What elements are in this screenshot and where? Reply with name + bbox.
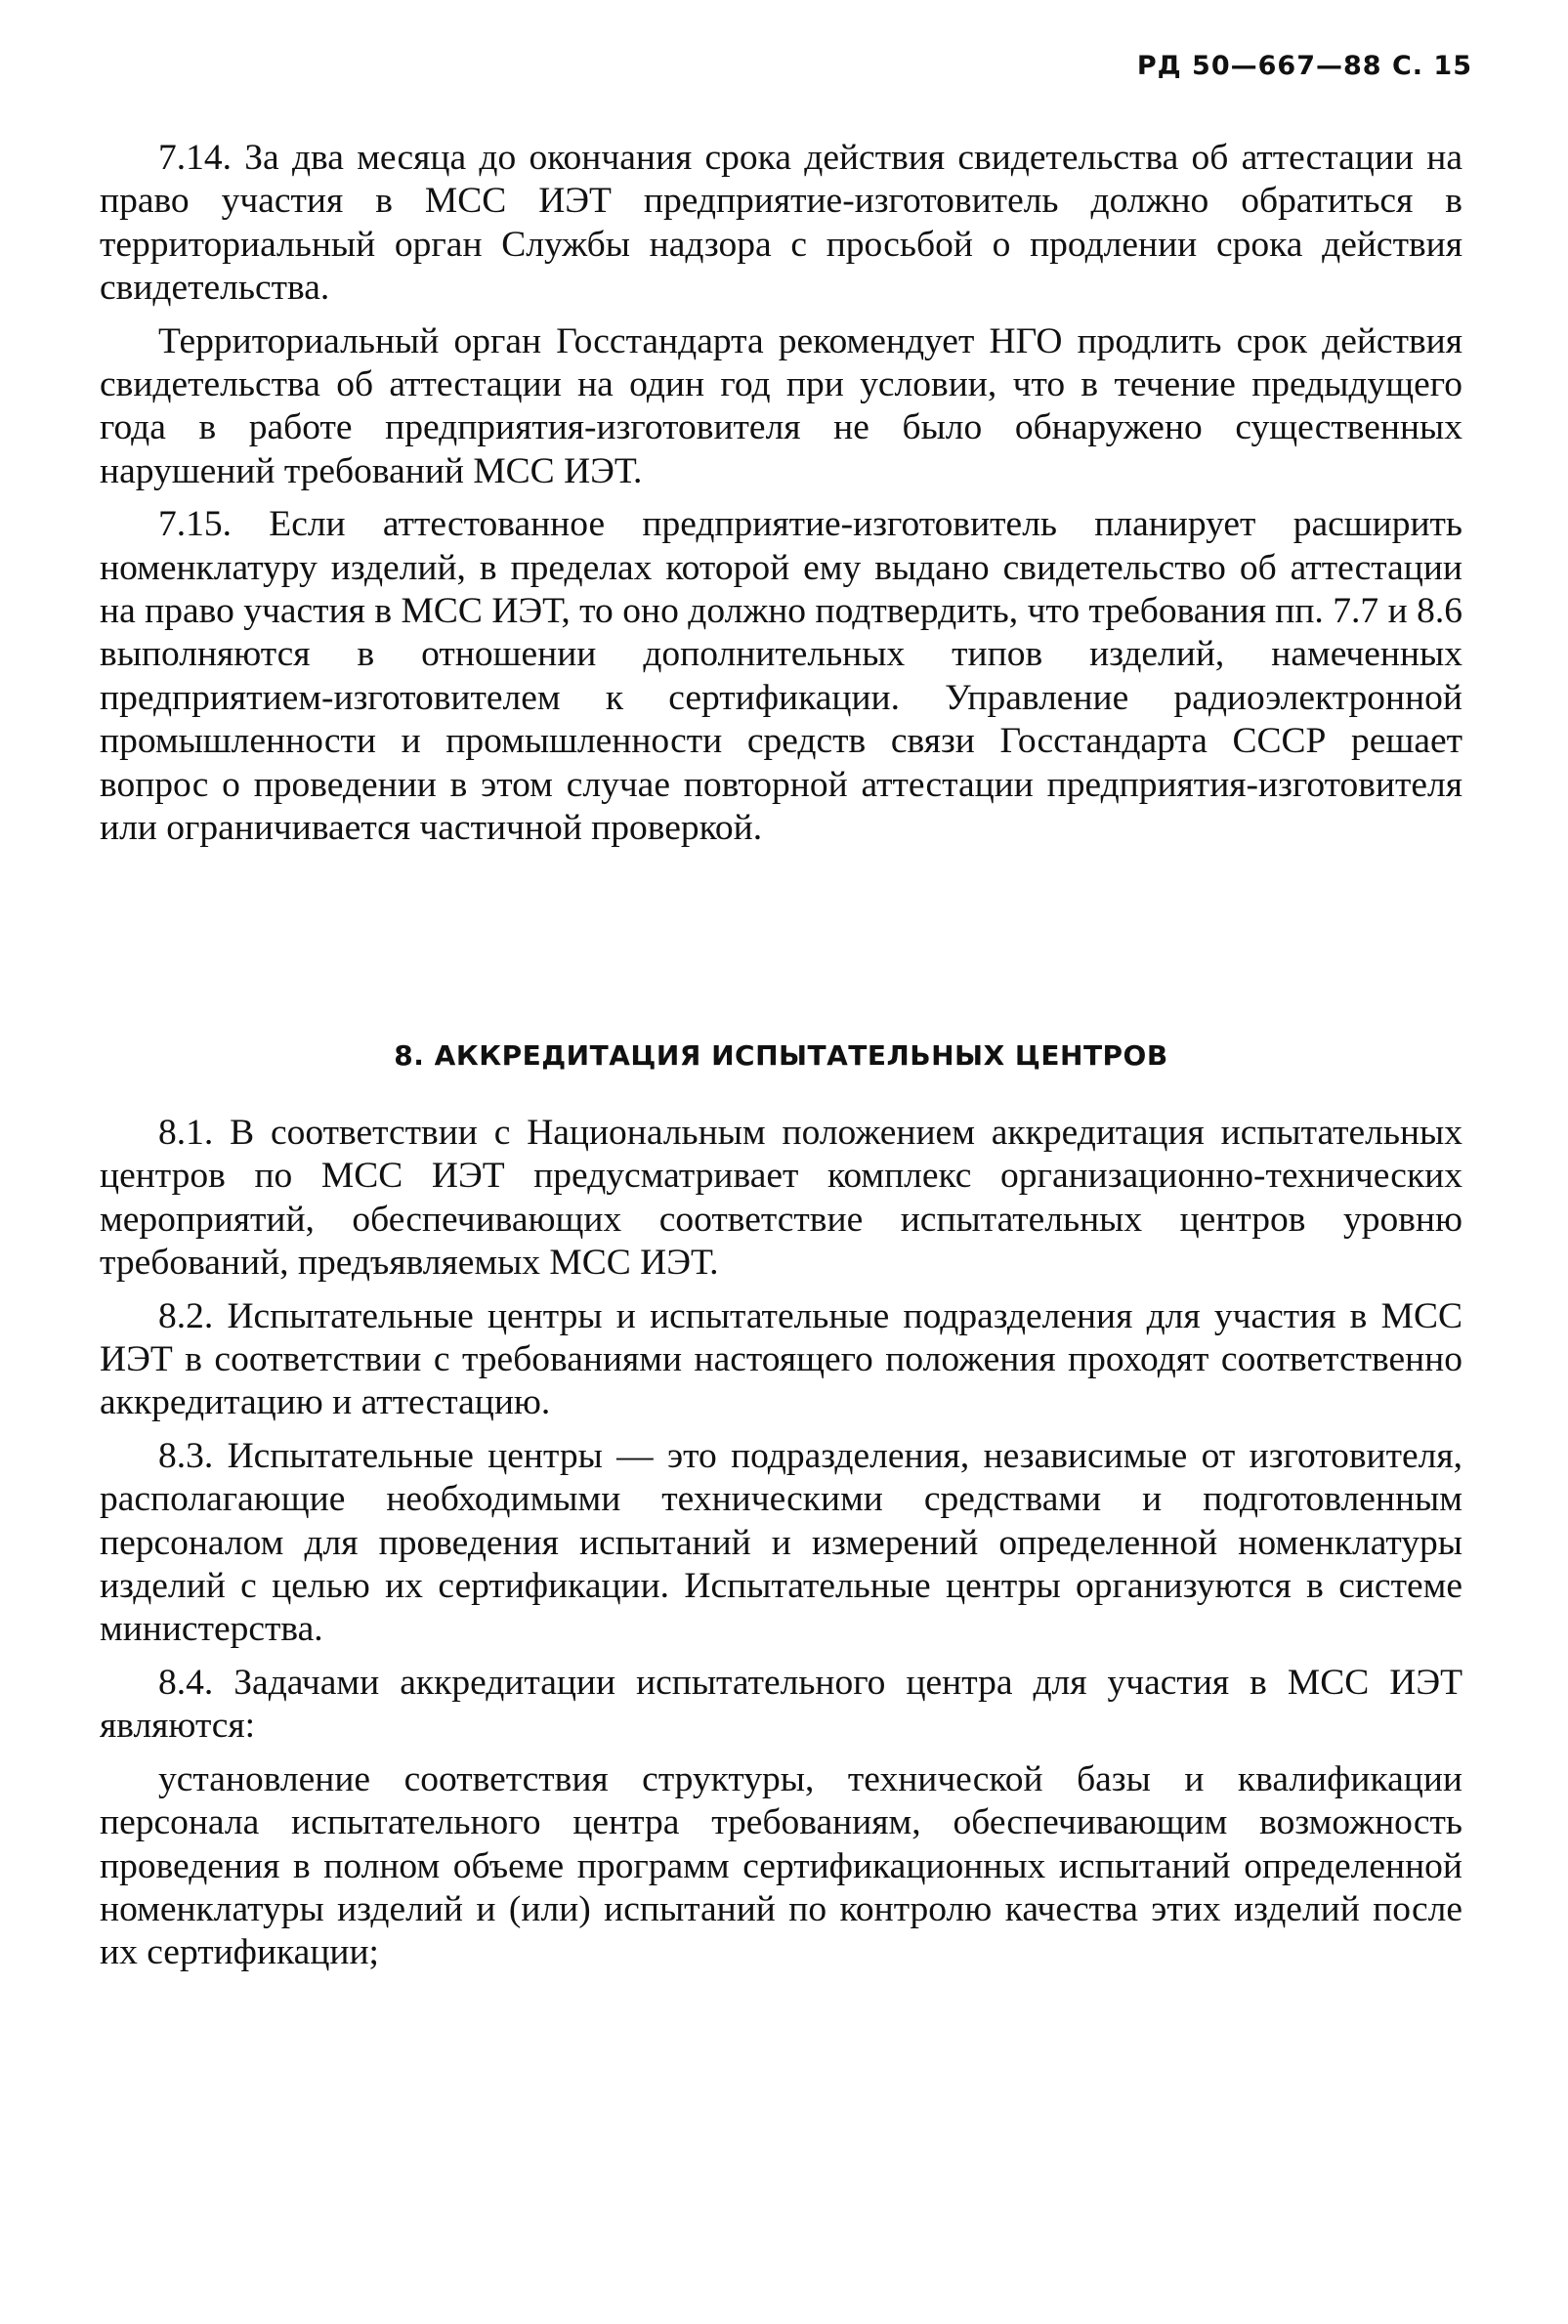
paragraph-7-15: 7.15. Если аттестованное предприятие-изготовитель планирует расширить номенклатуру изделий, в пределах которой ему выдано свидетельство об аттестации на право участия в МСС ИЭТ, то оно должно подтвердить, что требования пп. 7.7 и 8.6 выполняются в отношении дополнительных типов изделий, намеченных предприятием-изготовителем к сертификации. Управление радиоэлектронной промышленности и промышленности средств связи Госстандарта СССР решает вопрос о проведении в этом случае повторной аттестации предприятия-изготовителя или ограничивается частичной проверкой. — [100, 504, 1462, 849]
paragraph-7-14: 7.14. За два месяца до окончания срока действия свидетельства об аттестации на право участия в МСС ИЭТ предприятие-изготовитель должно обратиться в территориальный орган Службы надзора с просьбой о продлении срока действия свидетельства. — [100, 138, 1462, 309]
paragraph-8-2: 8.2. Испытательные центры и испытательные подразделения для участия в МСС ИЭТ в соответствии с требованиями настоящего положения проходят соответственно аккредитацию и аттестацию. — [100, 1295, 1462, 1423]
paragraph-8-4-item: установление соответствия структуры, технической базы и квалификации персонала испытательного центра требованиям, обеспечивающим возможность проведения в полном объеме программ сертификационных испытаний определенной номенклатуры изделий и (или) испытаний по контролю качества этих изделий после их сертификации; — [100, 1758, 1462, 1973]
paragraph-8-4: 8.4. Задачами аккредитации испытательного центра для участия в МСС ИЭТ являются: — [100, 1662, 1462, 1747]
section-8-heading: 8. АККРЕДИТАЦИЯ ИСПЫТАТЕЛЬНЫХ ЦЕНТРОВ — [394, 1039, 1168, 1072]
paragraph-8-1: 8.1. В соответствии с Национальным положением аккредитация испытательных центров по МСС ИЭТ предусматривает комплекс организационно-технических мероприятий, обеспечивающих соответствие испытательных центров уровню требований, предъявляемых МСС ИЭТ. — [100, 1113, 1462, 1284]
section-8-text — [100, 1112, 1462, 1975]
paragraph-8-3: 8.3. Испытательные центры — это подразделения, независимые от изготовителя, располагающие необходимыми техническими средствами и подготовленным персоналом для проведения испытаний и измерений определенной номенклатуры изделий с целью их сертификации. Испытательные центры организуются в системе министерства. — [100, 1435, 1462, 1650]
paragraph-7-14-continuation: Территориальный орган Госстандарта рекомендует НГО продлить срок действия свидетельства об аттестации на один год при условии, что в течение предыдущего года в работе предприятия-изготовителя не было обнаружено существенных нарушений требований МСС ИЭТ. — [100, 320, 1462, 491]
running-header: РД 50—667—88 С. 15 — [1136, 51, 1472, 81]
section-7-text — [100, 137, 1462, 851]
